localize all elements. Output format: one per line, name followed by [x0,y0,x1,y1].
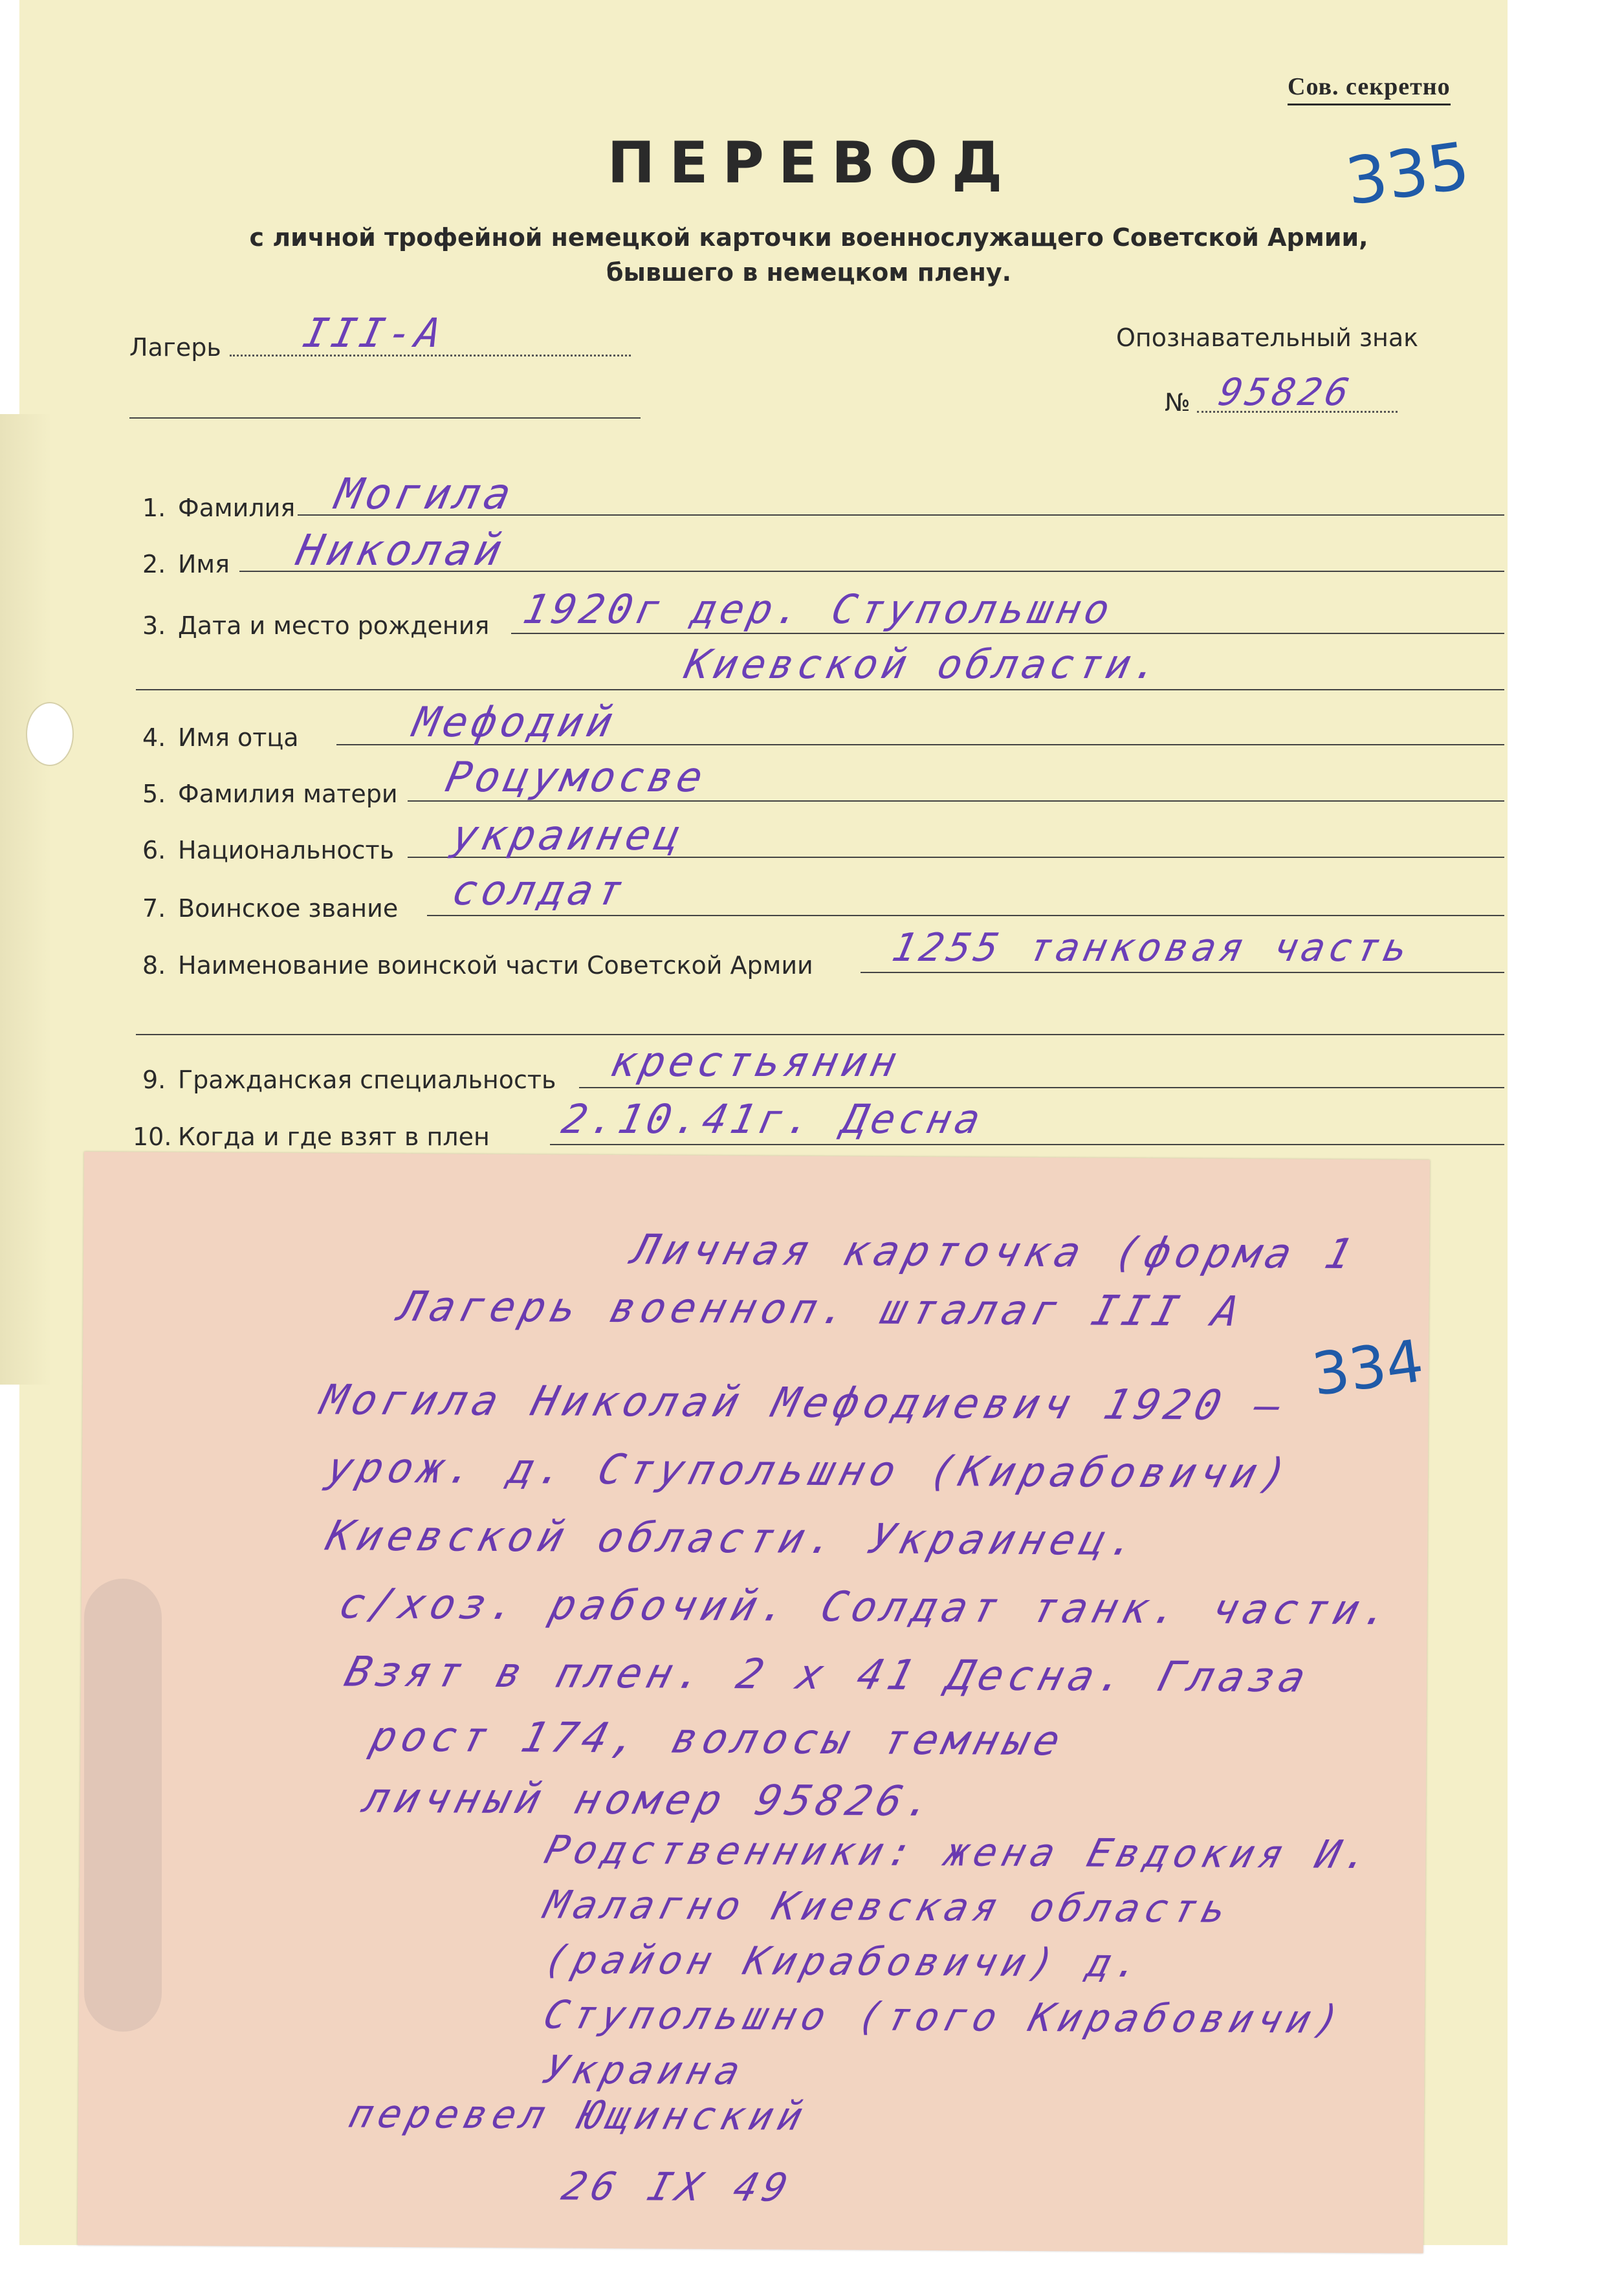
card-line-16: 26 IX 49 [557,2164,798,2211]
field-2-value: Николай [292,525,510,575]
card-line-15: перевел Ющинский [344,2091,813,2140]
card-line-10: Родственники: жена Евдокия И. [540,1827,1379,1878]
field-10-value: 2.10.41г. Десна [558,1095,989,1143]
document-title: ПЕРЕВОД [607,129,1017,196]
card-line-13: Ступольшно (того Кирабовичи) [538,1992,1350,2043]
number-sign: № [1165,388,1191,417]
field-8-line-2 [136,1034,1504,1035]
field-3-line [511,633,1504,634]
card-line-12: (район Кирабовичи) д. [539,1937,1150,1986]
archive-number-top: 335 [1341,127,1475,220]
field-4-num: 4. [142,723,166,752]
identity-tag-value: 95826 [1214,370,1357,414]
identity-tag-label: Опознавательный знак [1116,324,1419,352]
camp-label: Лагерь [129,333,221,362]
field-9-line [579,1087,1504,1088]
card-line-9: личный номер 95826. [358,1774,943,1827]
field-7-num: 7. [142,894,166,923]
field-1-label: Фамилия [178,494,296,522]
faded-stamp-mark [84,1579,162,2032]
card-line-3: Могила Николай Мефодиевич 1920 – [316,1376,1292,1431]
field-9-num: 9. [142,1066,166,1094]
field-10-line [550,1144,1504,1145]
card-line-4: урож. д. Ступольшно (Кирабовичи) [322,1444,1298,1498]
subtitle-line-1: с личной трофейной немецкой карточки военнослужащего Советской Армии, [249,223,1368,252]
field-3-num: 3. [142,611,166,640]
field-1-value: Могила [331,469,520,519]
field-10-num: 10. [133,1123,172,1151]
card-line-2: Лагерь военноп. шталаг III А [394,1283,1249,1336]
camp-value: III-А [299,309,450,357]
card-archive-number: 334 [1308,1327,1428,1410]
field-4-value: Мефодий [409,699,621,747]
attached-personal-card [78,1152,1430,2254]
card-line-7: Взят в плен. 2 х 41 Десна. Глаза [340,1648,1316,1702]
camp-extra-line [129,417,641,419]
field-10-label: Когда и где взят в плен [178,1123,490,1151]
field-3-value-2: Киевской области. [681,641,1168,688]
field-9-label: Гражданская специальность [178,1066,556,1094]
card-line-8: рост 174, волосы темные [366,1713,1071,1766]
field-3-label: Дата и место рождения [178,611,490,640]
field-8-label: Наименование воинской части Советской Армии [178,951,813,980]
card-line-11: Малагно Киевская область [539,1882,1236,1932]
card-line-14: Украина [538,2047,751,2094]
field-8-line [861,972,1504,973]
field-5-num: 5. [142,780,166,808]
punch-hole [26,702,74,766]
field-3-line-2 [136,689,1504,690]
card-line-1: Личная карточка (форма 1 [627,1226,1363,1278]
field-5-value: Роцумосве [441,754,711,802]
field-2-label: Имя [178,550,230,578]
field-6-num: 6. [142,836,166,864]
field-2-num: 2. [142,550,166,578]
card-line-6: с/хоз. рабочий. Солдат танк. части. [334,1580,1400,1635]
subtitle-line-2: бывшего в немецком плену. [606,258,1012,287]
field-3-value: 1920г дер. Ступольшно [519,586,1118,633]
field-6-value: украинец [448,812,689,860]
field-8-value: 1255 танковая часть [888,925,1416,971]
left-edge-fold [0,414,52,1385]
field-7-line [427,915,1504,916]
field-6-label: Национальность [178,836,395,864]
classification-mark: Сов. секретно [1288,72,1451,105]
field-7-value: солдат [448,867,631,915]
field-8-num: 8. [142,951,166,980]
card-line-5: Киевской области. Украинец. [321,1512,1147,1565]
field-9-value: крестьянин [606,1038,905,1086]
field-1-num: 1. [142,494,166,522]
field-5-label: Фамилия матери [178,780,398,808]
field-4-label: Имя отца [178,723,299,752]
field-7-label: Воинское звание [178,894,399,923]
document-subtitle [129,220,1488,290]
